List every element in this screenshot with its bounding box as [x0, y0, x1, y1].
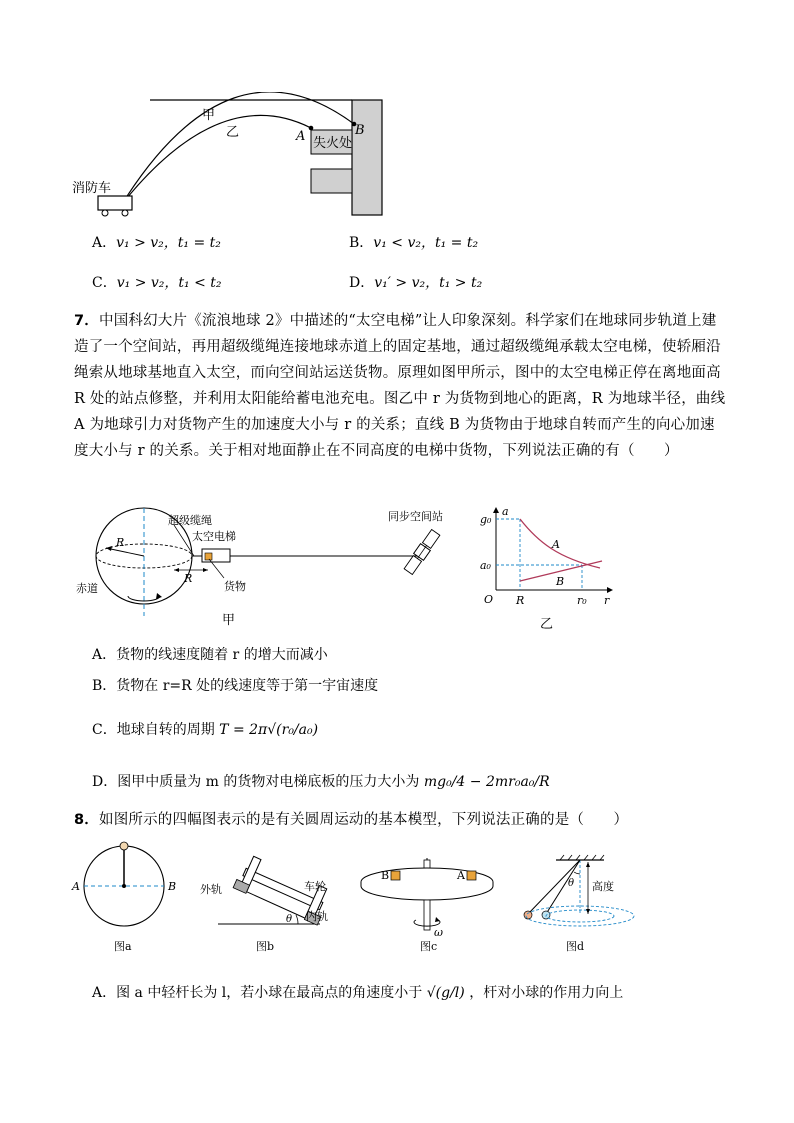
q7-option-C-formula: T = 2π√(r₀/a₀) [219, 722, 319, 738]
q7-jia-R1: R [116, 536, 125, 549]
q7-yi-O: O [484, 593, 494, 606]
q7-stem-text: 中国科幻大片《流浪地球 2》中描述的“太空电梯”让人印象深刻。科学家们在地球同步轨道上建造了一个空间站，再用超级缆绳连接地球赤道上的固定基地，通过超级缆绳承载太空电梯，使轿厢沿绳索从地球基地直入太空，而向空间站运送货物。原理如图甲所示，图中的太空电梯正停在离地面高 R 处的站点修整，并利用太阳能给蓄电池充电。图乙中 r 为货物到地心的距离，R 为地球半径，曲线 A 为地球引力对货物产生的加速度大小与 r 的关系；直线 B 为货物由于地球自转而产生的向心加速度大小与 r 的关系。关于相对地面静止在不同高度的电梯中货物，下列说法正确的有（ ） [74, 313, 726, 459]
q8-c-A: A [457, 869, 465, 882]
q7-option-D [92, 772, 550, 792]
q7-option-D-prefix: D．图甲中质量为 m 的货物对电梯底板的压力大小为 [92, 774, 420, 790]
q7-jia-cable: 超级缆绳 [168, 514, 212, 527]
q7-option-C [92, 720, 318, 740]
q6-option-D: D．v₁′ > v₂，t₁ > t₂ [349, 275, 483, 291]
q8-b-inner: 内轨 [306, 910, 328, 923]
q7-option-C-prefix: C．地球自转的周期 [92, 722, 215, 738]
q8-a-B: B [168, 880, 177, 893]
q7-figure-yi [478, 504, 628, 632]
q7-stem [74, 308, 726, 464]
q7-yi-r: r [604, 594, 610, 607]
q7-number: 7． [74, 313, 99, 329]
q7-option-B: B．货物在 r=R 处的线速度等于第一宇宙速度 [92, 678, 379, 694]
q7-yi-r0: r₀ [577, 594, 587, 607]
q8-a-A: A [72, 880, 80, 893]
q8-option-A [92, 983, 623, 1003]
q7-yi-R: R [516, 594, 525, 607]
q8-c-caption: 图c [420, 940, 438, 953]
q7-jia-elevator: 太空电梯 [192, 530, 236, 543]
q6-label-B: B [355, 123, 365, 138]
q7-option-A: A．货物的线速度随着 r 的增大而减小 [92, 647, 328, 663]
q8-option-A-prefix: A．图 a 中轻杆长为 l，若小球在最高点的角速度小于 [92, 985, 423, 1001]
q8-option-A-formula: √(g/l) [426, 985, 465, 1001]
q7-yi-g0: g₀ [480, 513, 492, 526]
q8-c-omega: ω [434, 926, 443, 939]
q6-fire-place: 失火处 [313, 136, 353, 151]
q8-figure-d [516, 852, 656, 956]
q7-jia-caption: 甲 [222, 613, 236, 628]
q6-option-A: A．v₁ > v₂，t₁ = t₂ [92, 235, 221, 251]
q8-option-A-suffix: ，杆对小球的作用力向上 [469, 985, 624, 1001]
q7-option-D-formula: mg₀/4 − 2mr₀a₀/R [423, 774, 550, 790]
q8-d-height: 高度 [592, 880, 614, 893]
q8-d-caption: 图d [566, 940, 585, 953]
q7-jia-cargo: 货物 [224, 580, 246, 593]
q8-figure-a [70, 840, 190, 955]
q8-figure-b [198, 848, 338, 956]
q6-label-yi: 乙 [226, 125, 240, 140]
q8-b-outer: 外轨 [200, 883, 222, 896]
q6-option-C: C．v₁ > v₂，t₁ < t₂ [92, 275, 222, 291]
q7-jia-station: 同步空间站 [388, 510, 443, 523]
q8-c-B: B [381, 869, 390, 882]
q6-option-B: B．v₁ < v₂，t₁ = t₂ [349, 235, 479, 251]
q7-jia-equator: 赤道 [76, 582, 98, 595]
q6-label-A: A [296, 129, 306, 144]
q7-yi-a0: a₀ [480, 559, 491, 572]
q7-figure-jia [72, 506, 462, 630]
q8-number: 8． [74, 812, 99, 828]
q7-yi-B: B [556, 575, 565, 588]
q7-yi-A: A [552, 538, 560, 551]
q6-label-jia: 甲 [202, 108, 216, 123]
q7-yi-caption: 乙 [540, 617, 554, 632]
q8-stem-text: 如图所示的四幅图表示的是有关圆周运动的基本模型，下列说法正确的是（ ） [99, 812, 629, 828]
q8-b-caption: 图b [256, 940, 275, 953]
q8-b-theta: θ [286, 914, 293, 925]
q7-yi-a: a [502, 505, 509, 518]
q7-jia-R2: R [184, 572, 193, 585]
q8-d-theta: θ [568, 878, 575, 889]
q6-truck-label: 消防车 [72, 181, 112, 196]
q8-b-wheel: 车轮 [304, 880, 326, 893]
q6-figure [70, 92, 390, 222]
q8-a-caption: 图a [114, 940, 132, 953]
q8-stem [74, 807, 726, 833]
q8-figure-c [354, 856, 504, 956]
